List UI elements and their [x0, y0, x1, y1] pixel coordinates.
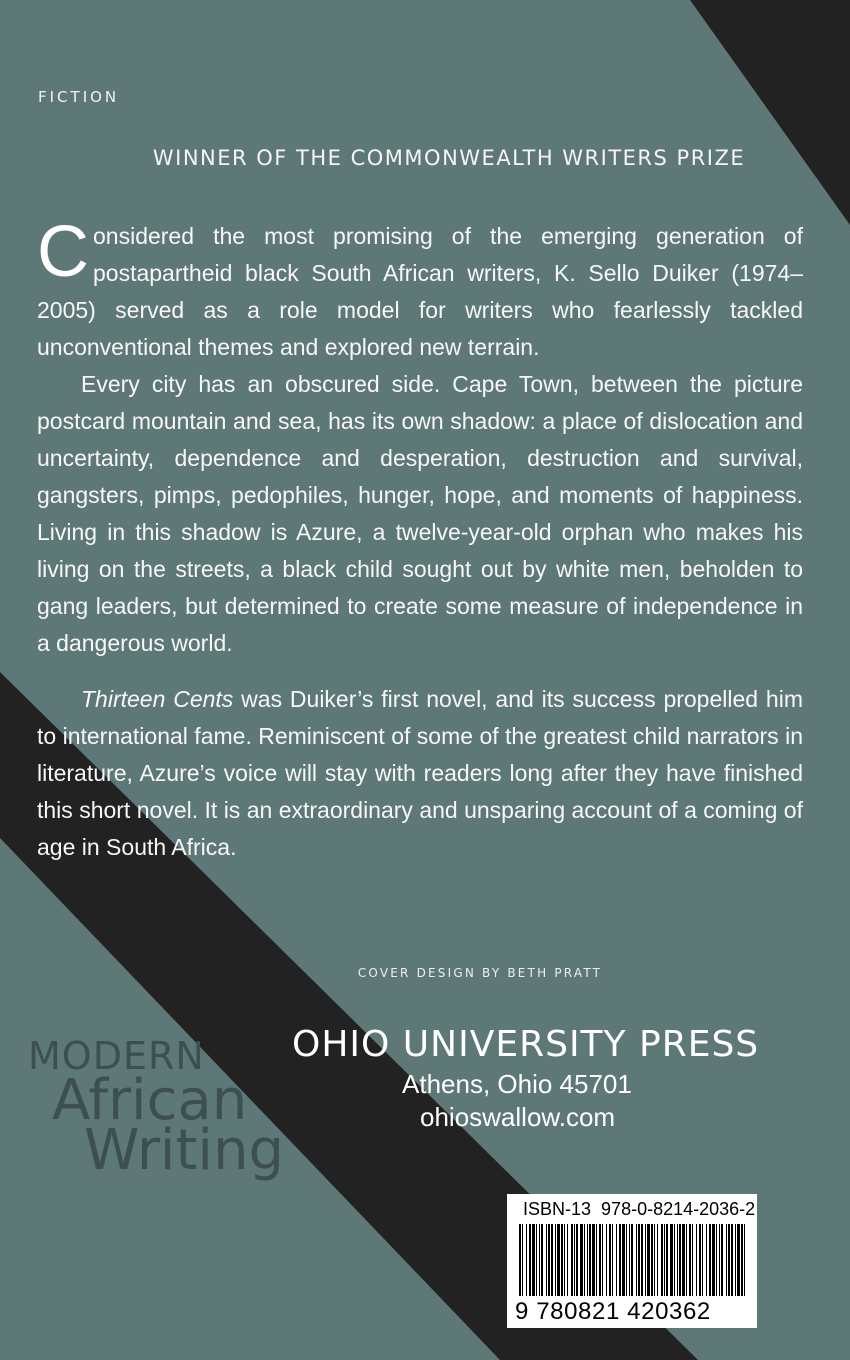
- barcode-bar: [587, 1224, 588, 1296]
- barcode-bar: [606, 1224, 607, 1296]
- barcode-bar: [546, 1224, 547, 1296]
- prize-headline: WINNER OF THE COMMONWEALTH WRITERS PRIZE: [152, 146, 746, 170]
- barcode-bar: [666, 1224, 668, 1296]
- barcode-bar: [619, 1224, 621, 1296]
- barcode-bar: [657, 1224, 658, 1296]
- book-title: Thirteen Cents: [81, 686, 234, 712]
- drop-cap: C: [37, 212, 89, 292]
- barcode-bar: [737, 1224, 740, 1296]
- barcode-bar: [571, 1224, 573, 1296]
- barcode-bar: [682, 1224, 685, 1296]
- barcode-bar: [670, 1224, 673, 1296]
- publisher-address: Athens, Ohio 45701: [402, 1069, 632, 1099]
- blurb-paragraph-1: [37, 212, 803, 366]
- barcode-bar: [567, 1224, 568, 1296]
- blurb-text-1: onsidered the most promising of the emerging generation of postapartheid black South African writers, K. Sello Duiker (1974–2005) served as a role model for writers who fearlessly tackled unconventional themes and explored new terrain.: [37, 223, 803, 360]
- barcode-bar: [706, 1224, 707, 1296]
- barcode-bar: [709, 1224, 711, 1296]
- barcode-bar: [719, 1224, 720, 1296]
- barcode-bar: [712, 1224, 715, 1296]
- barcode-bar: [555, 1224, 556, 1296]
- cover-design-credit: COVER DESIGN BY BETH PRATT: [357, 966, 603, 980]
- barcode-bar: [636, 1224, 637, 1296]
- barcode-bar: [744, 1224, 745, 1296]
- barcode-bar: [654, 1224, 655, 1296]
- blurb-paragraph-3: [37, 681, 803, 866]
- publisher-name: OHIO UNIVERSITY PRESS: [292, 1024, 760, 1065]
- barcode-bar: [626, 1224, 627, 1296]
- barcode-bar: [541, 1224, 543, 1296]
- barcode-bar: [539, 1224, 540, 1296]
- isbn-text: [523, 1199, 755, 1220]
- barcode-bar: [612, 1224, 613, 1296]
- series-logo-line-1: MODERN: [28, 1034, 205, 1078]
- genre-label: FICTION: [38, 88, 120, 106]
- barcode-bar: [696, 1224, 697, 1296]
- blurb-text-3-rest: was Duiker’s first novel, and its success propelled him to international fame. Reminiscent of some of the greatest child narrators in literature, Azure’s voice will stay with readers long after they have finished this short novel. It is an extraordinary and unsparing account of a coming of age in South Africa.: [37, 686, 803, 860]
- barcode-bar: [699, 1224, 701, 1296]
- barcode-bar: [638, 1224, 640, 1296]
- barcode-bar: [702, 1224, 703, 1296]
- blurb-text-2: Every city has an obscured side. Cape Town, between the picture postcard mountain and sea, has its own shadow: a place of dislocation and uncertainty, dependence and desperation, destruction and survival, gangsters, pimps, pedophiles, hunger, hope, and moments of happiness. Living in this shadow is Azure, a twelve-year-old orphan who makes his living on the streets, a black child sought out by white men, beholden to gang leaders, but determined to create some measure of independence in a dangerous world.: [37, 371, 803, 656]
- barcode-bar: [692, 1224, 693, 1296]
- barcode-bar: [664, 1224, 665, 1296]
- blurb-text-3: [37, 681, 803, 866]
- barcode-bar: [645, 1224, 646, 1296]
- barcode-bar: [557, 1224, 560, 1296]
- series-logo: [28, 1034, 284, 1183]
- barcode-bar: [728, 1224, 730, 1296]
- barcode-bar: [532, 1224, 535, 1296]
- barcode-bar: [602, 1224, 603, 1296]
- isbn-number: 978-0-8214-2036-2: [601, 1199, 756, 1219]
- barcode-bar: [726, 1224, 727, 1296]
- series-logo-line-2: African: [52, 1068, 248, 1133]
- isbn-barcode: [507, 1194, 757, 1328]
- barcode-bar: [651, 1224, 653, 1296]
- barcode-bar: [679, 1224, 681, 1296]
- top-right-stripe: [690, 0, 850, 225]
- publisher-website: ohioswallow.com: [420, 1102, 616, 1132]
- barcode-bar: [741, 1224, 743, 1296]
- barcode-bar: [580, 1224, 583, 1296]
- barcode-bar: [561, 1224, 563, 1296]
- barcode-bar: [647, 1224, 650, 1296]
- barcode-bar: [599, 1224, 601, 1296]
- barcode-bar: [564, 1224, 565, 1296]
- barcode-bar: [622, 1224, 625, 1296]
- barcode-bar: [519, 1224, 521, 1296]
- blurb-paragraph-2: [37, 366, 803, 662]
- barcode-bar: [529, 1224, 531, 1296]
- barcode-bar: [574, 1224, 575, 1296]
- barcode-bar: [661, 1224, 663, 1296]
- barcode-bar: [576, 1224, 578, 1296]
- barcode-bar: [592, 1224, 595, 1296]
- barcode-bar: [551, 1224, 553, 1296]
- barcode-bar: [536, 1224, 537, 1296]
- barcode-bar: [616, 1224, 617, 1296]
- barcode-bar: [548, 1224, 550, 1296]
- series-logo-line-3: Writing: [84, 1118, 284, 1183]
- barcode-bar: [721, 1224, 723, 1296]
- barcode-bar: [629, 1224, 630, 1296]
- barcode-bar: [716, 1224, 717, 1296]
- barcode-bar: [686, 1224, 687, 1296]
- barcode-bar: [589, 1224, 591, 1296]
- barcode-bar: [631, 1224, 633, 1296]
- barcode-bar: [596, 1224, 597, 1296]
- barcode-bars: [517, 1224, 749, 1304]
- barcode-bar: [735, 1224, 736, 1296]
- ean-digits: 9 780821 420362: [515, 1298, 711, 1325]
- barcode-bar: [677, 1224, 678, 1296]
- barcode-bar: [641, 1224, 643, 1296]
- barcode-bar: [584, 1224, 585, 1296]
- barcode-bar: [526, 1224, 527, 1296]
- isbn-label: ISBN-13: [523, 1199, 592, 1219]
- barcode-bar: [689, 1224, 691, 1296]
- barcode-bar: [731, 1224, 733, 1296]
- barcode-bar: [609, 1224, 611, 1296]
- barcode-bar: [522, 1224, 523, 1296]
- barcode-bar: [674, 1224, 675, 1296]
